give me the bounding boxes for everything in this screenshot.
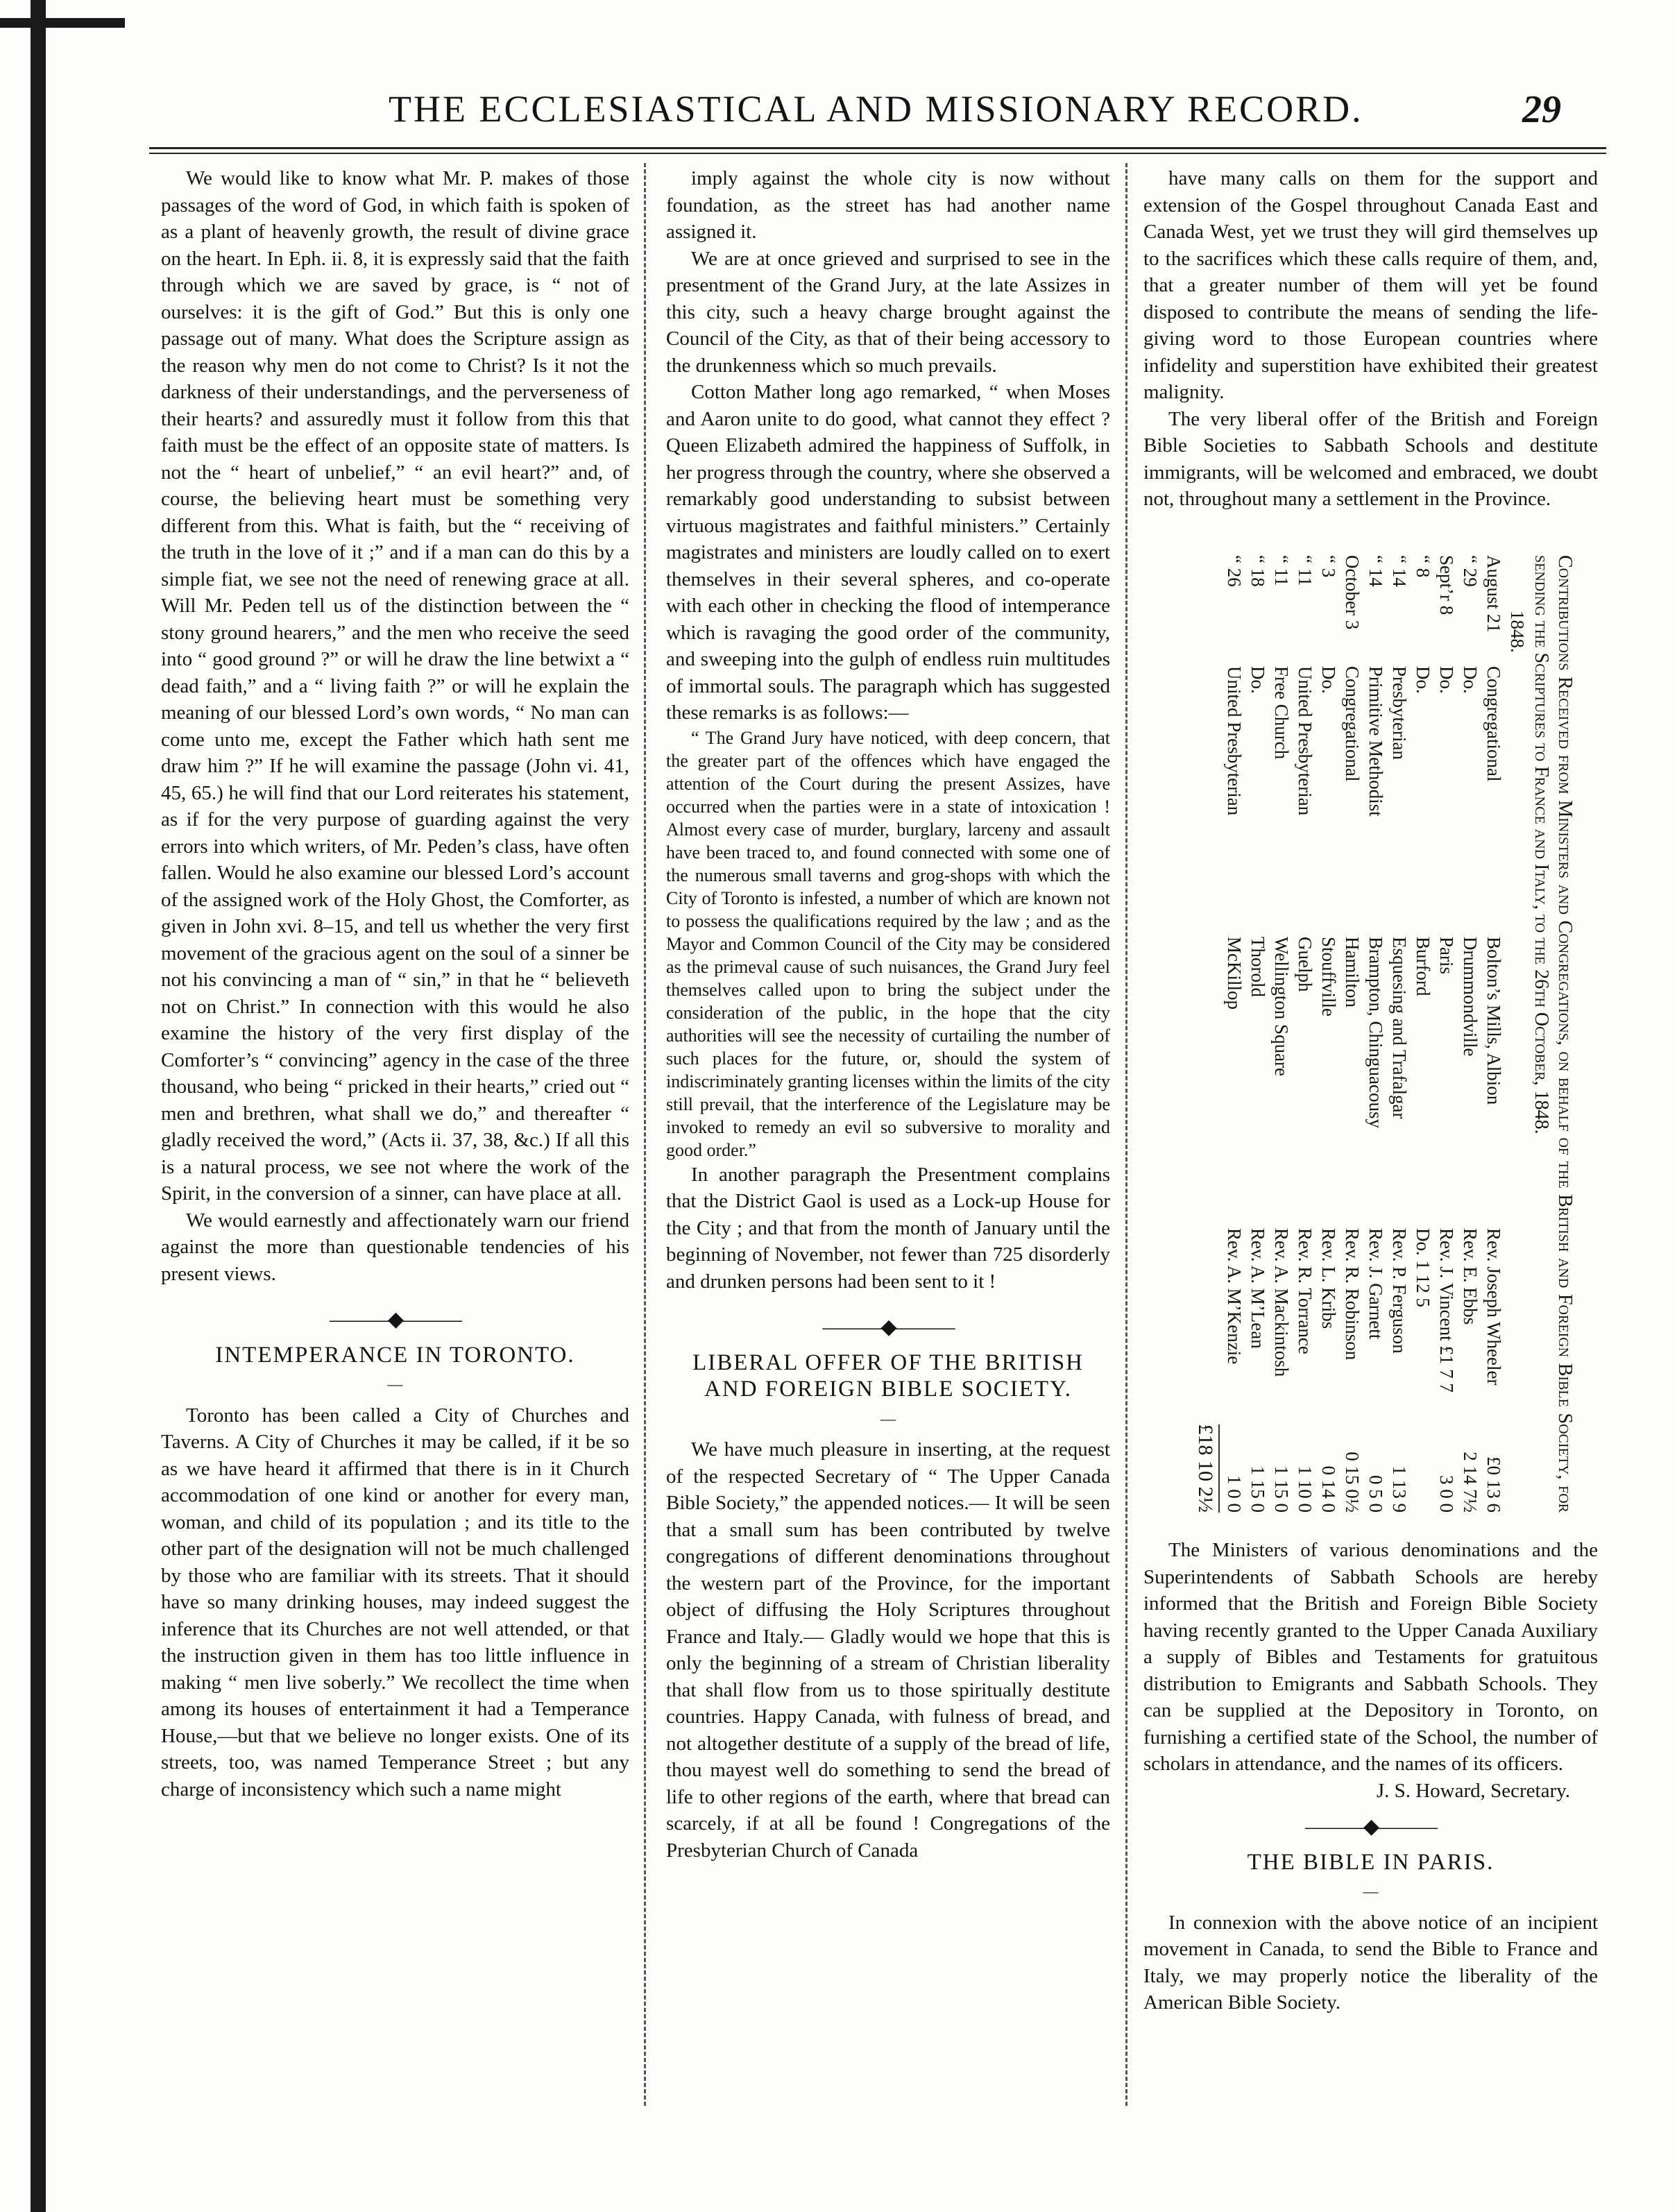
paragraph: We would like to know what Mr. P. makes of those passages of the word of God, in which faith is spoken of as a plant of heavenly growth, the result of divine grace on the heart. In Eph. ii. 8, it is expressly said that the faith through which we are saved by grace, is “ not of ourselves: it is the gift of God.” But this is only one passage out of many. What does the Scripture assign as the reason why men do not come to Christ? Is it not the darkness of their understandings, and the perverseness of their hearts? and assuredly must it follow from this that faith must be the effect of an opposite state of matters. Is not the “ heart of unbelief,” “ an evil heart?” and, of course, the believing heart must be something very different from this. What is faith, but the “ receiving of the truth in the love of it ;” and if a man can do this by a simple fiat, we see not the need of renewing grace at all. Will Mr. Peden tell us of the distinction between the “ stony ground hearers,” and the men who receive the seed into “ good ground ?” or will he draw the line betwixt a “ dead faith,” and a “ living faith ?” or will he explain the meaning of our blessed Lord’s own words, “ No man can come unto me, except the Father which hath sent me draw him ?” If he will examine the passage (John vi. 41, 45, 65.) he will find that our Lord reiterates his statement, as if for the very purpose of guarding against the very errors into which writers, of Mr. Peden’s class, have often fallen. Would he also examine our blessed Lord’s account of the assigned work of the Holy Ghost, the Comforter, as given in John xvi. 8–15, and tell us whether the very first movement of the gracious agent on the soul of a sinner be not his convincing a man of “ sin,” in that he “ believeth not on Christ.” In connection with this would he also examine the history of the very first display of the Comforter’s “ convincing” agency in the case of the three thousand, who being “ pricked in their hearts,” cried out “ men and brethren, what shall we do,” and thereafter “ gladly received the word,” (Acts ii. 37, 38, &c.) If all this is a natural process, we see not where the work of the Spirit, in the conversion of a sinner, can have place at all. xyxy=(161,167,629,1205)
table-cell-place: Guelph xyxy=(1295,937,1316,992)
table-cell-date: October 3 xyxy=(1342,555,1363,630)
table-cell-minister: Rev. R. Robinson xyxy=(1342,1228,1363,1361)
table-row xyxy=(1458,555,1482,1513)
table-cell-place: Paris xyxy=(1436,937,1457,974)
table-year: 1848. xyxy=(1507,611,1528,653)
table-cell-denomination: Presbyterian xyxy=(1389,666,1410,760)
paragraph: In connexion with the above notice of an incipient movement in Canada, to send the Bible to France and Italy, we may properly notice the liberality of the American Bible Society. xyxy=(1143,1911,1598,2014)
table-row xyxy=(1270,555,1293,1513)
table-row xyxy=(1246,555,1270,1513)
table-cell-date: August 21 xyxy=(1483,555,1504,633)
header-rule-bottom xyxy=(149,153,1606,154)
table-cell-place: Burford xyxy=(1413,937,1433,996)
table-cell-minister: Do. 1 12 5 xyxy=(1413,1228,1433,1307)
running-title: THE ECCLESIASTICAL AND MISSIONARY RECORD. xyxy=(389,88,1363,130)
heading-dash: — xyxy=(1363,1882,1379,1900)
table-cell-denomination: Do. xyxy=(1436,666,1457,694)
table-cell-date: “ 18 xyxy=(1248,555,1268,587)
paragraph: In another paragraph the Presentment complains that the District Gaol is used as a Lock-up House for the City ; and that from the month of January until the beginning of November, not fewer than 725 disorderly and drunken persons had been sent to it ! xyxy=(666,1163,1110,1293)
table-cell-place: Bolton’s Mills, Albion xyxy=(1483,937,1504,1105)
table-cell-minister: Rev. A. Mackintosh xyxy=(1271,1228,1292,1377)
table-total xyxy=(1193,555,1220,1513)
signature: J. S. Howard, Secretary. xyxy=(1376,1779,1570,1802)
column-1 xyxy=(161,165,629,1803)
table-cell-date: “ 3 xyxy=(1318,555,1339,578)
table-cell-place: Wellington Square xyxy=(1271,937,1292,1077)
table-cell-amount: £0 13 6 xyxy=(1483,1456,1504,1513)
section-separator: ———◆——— xyxy=(1304,1815,1437,1838)
paragraph: Toronto has been called a City of Churches and Taverns. A City of Churches it may be called, if it be so as we have heard it affirmed that there is in it Church accommodation of one kind or another for every man, woman, and child of its population ; and its title to the other part of the designation will not be much challenged by those who are familiar with its streets. That it should have so many drinking houses, may indeed suggest the inference that its Churches are not well attended, or that the instruction given in them has too little influence in making “ men live soberly.” We recollect the time when among its houses of entertainment it had a Temperance House,—but that we believe no longer exists. One of its streets, too, was named Temperance Street ; but any charge of inconsistency which such a name might xyxy=(161,1404,629,1801)
paragraph: have many calls on them for the support and extension of the Gospel throughout Canada East and Canada West, yet we trust they will gird themselves up to the sacrifices which these calls require of them, and, that a greater number of them will yet be found disposed to contribute the means of sending the life-giving word to those European countries where infidelity and superstition have exhibited their greatest malignity. xyxy=(1143,167,1598,403)
table-cell-denomination: United Presbyterian xyxy=(1295,666,1316,816)
quoted-presentment: “ The Grand Jury have noticed, with deep concern, that the greater part of the offences which have engaged the attention of the Court during the present Assizes, have occurred when the parties were in a state of intoxication ! Almost every case of murder, burglary, larceny and assault have been traced to, and found connected with some one of the numerous small taverns and grog-shops with which the City of Toronto is infested, a number of which are known not to possess the qualifications required by the law ; and as the Mayor and Common Council of the City may be considered as the primeval cause of such nuisances, the Grand Jury feel themselves called upon to bring the subject under the consideration of the public, in the hope that the city authorities will see the necessity of curtailing the number of such places for the future, or, should the system of indiscriminately granting licenses within the limits of the city still prevail, that the interference of the Legislature may be invoked to remedy an evil so subversive to morality and good order.” xyxy=(666,727,1110,1160)
table-cell-place: McKillop xyxy=(1224,937,1245,1010)
table-cell-place: Esquesing and Trafalgar xyxy=(1389,937,1410,1119)
heading-dash: — xyxy=(387,1375,403,1393)
table-cell-amount: 0 5 0 xyxy=(1365,1475,1386,1513)
table-cell-minister: Rev. J. Vincent £1 7 7 xyxy=(1436,1228,1457,1393)
table-row xyxy=(1340,555,1364,1513)
table-cell-date: “ 11 xyxy=(1271,555,1292,586)
section-heading: LIBERAL OFFER OF THE BRITISH AND FOREIGN BIBLE SOCIETY. xyxy=(692,1350,1084,1402)
table-rows xyxy=(1223,555,1506,1513)
table-cell-date: “ 14 xyxy=(1389,555,1410,587)
table-cell-minister: Rev. P. Ferguson xyxy=(1389,1228,1410,1354)
page-header xyxy=(389,87,1561,136)
table-cell-minister: Rev. A. M’Lean xyxy=(1248,1228,1268,1349)
table-cell-denomination: Free Church xyxy=(1271,666,1292,760)
table-cell-minister: Rev. Joseph Wheeler xyxy=(1483,1228,1504,1386)
table-cell-amount: 2 14 7½ xyxy=(1460,1452,1481,1513)
contributions-table xyxy=(1160,555,1576,1513)
table-cell-minister: Rev. J. Garnett xyxy=(1365,1228,1386,1340)
table-cell-amount: 0 14 0 xyxy=(1318,1465,1339,1513)
column-divider-2 xyxy=(1125,163,1127,2106)
table-cell-date: “ 26 xyxy=(1224,555,1245,587)
table-cell-denomination: Primitive Methodist xyxy=(1365,666,1386,817)
table-cell-amount: 3 0 0 xyxy=(1436,1475,1457,1513)
table-row xyxy=(1317,555,1340,1513)
table-cell-amount: 1 15 0 xyxy=(1248,1465,1268,1513)
paragraph: imply against the whole city is now without foundation, as the street has had another name assigned it. xyxy=(666,167,1110,243)
paragraph: We have much pleasure in inserting, at the request of the respected Secretary of “ The Upper Canada Bible Society,” the appended notices.— It will be seen that a small sum has been contributed by twelve congregations of different denominations throughout the western part of the Province, for the important object of diffusing the Holy Scriptures throughout France and Italy.— Gladly would we hope that this is only the beginning of a stream of Christian liberality that shall flow from us to those spiritually destitute countries. Happy Canada, with fulness of bread, and not altogether destitute of a supply of the bread of life, thou mayest well do something to send the bread of life to other regions of the earth, where that bread can scarcely, if at all be found ! Congregations of the Presbyterian Church of Canada xyxy=(666,1438,1110,1862)
table-cell-amount: 1 15 0 xyxy=(1271,1465,1292,1513)
section-heading: INTEMPERANCE IN TORONTO. xyxy=(215,1342,575,1368)
column-divider-1 xyxy=(644,163,646,2106)
table-cell-amount: 1 0 0 xyxy=(1224,1475,1245,1513)
table-cell-minister: Rev. R. Torrance xyxy=(1295,1228,1316,1354)
table-cell-amount: 0 15 0½ xyxy=(1342,1452,1363,1513)
table-cell-place: Stouffville xyxy=(1318,937,1339,1017)
table-row xyxy=(1388,555,1411,1513)
table-cell-amount xyxy=(1411,1436,1435,1513)
table-cell-minister: Rev. L. Kribs xyxy=(1318,1228,1339,1329)
section-separator: ———◆——— xyxy=(329,1308,461,1331)
table-cell-denomination: Do. xyxy=(1413,666,1433,694)
paragraph: The very liberal offer of the British and Foreign Bible Societies to Sabbath Schools and destitute immigrants, will be welcomed and embraced, we doubt not, throughout many a settlement in the Province. xyxy=(1143,407,1598,510)
section-heading: THE BIBLE IN PARIS. xyxy=(1247,1849,1495,1875)
header-rule-top xyxy=(149,147,1606,149)
table-cell-place: Thorold xyxy=(1248,937,1268,997)
table-heading: Contributions Received from Ministers and Congregations, on behalf of the British and Foreign Bible Society, for sending the Scriptures to France and Italy, to the 26th October, 1848. xyxy=(1531,555,1576,1513)
total-amount: £18 10 2½ xyxy=(1193,1424,1220,1513)
table-cell-date: “ 14 xyxy=(1365,555,1386,587)
column-2 xyxy=(666,165,1110,1864)
table-cell-date: “ 11 xyxy=(1295,555,1316,586)
page-number: 29 xyxy=(1522,88,1561,131)
table-cell-amount: 1 10 0 xyxy=(1295,1465,1316,1513)
paragraph: The Ministers of various denominations and the Superintendents of Sabbath Schools are hereby informed that the British and Foreign Bible Society having recently granted to the Upper Canada Auxiliary a supply of Bibles and Testaments for gratuitous distribution to Emigrants and Sabbath Schools. They can be supplied at the Depository in Toronto, on furnishing a certified state of the School, the number of scholars in attendance, and the names of its officers. xyxy=(1143,1539,1598,1775)
table-cell-minister: Rev. E. Ebbs xyxy=(1460,1228,1481,1325)
table-cell-place: Drummondville xyxy=(1460,937,1481,1057)
table-cell-denomination: United Presbyterian xyxy=(1224,666,1245,816)
paragraph: We are at once grieved and surprised to see in the presentment of the Grand Jury, at the late Assizes in this city, such a heavy charge brought against the Council of the City, as that of their being accessory to the drunkenness which so much prevails. xyxy=(666,247,1110,377)
paragraph: We would earnestly and affectionately warn our friend against the more than questionable tendencies of his present views. xyxy=(161,1209,629,1285)
table-row xyxy=(1411,555,1435,1513)
binding-edge-bar xyxy=(31,0,46,2212)
column-3 xyxy=(1143,165,1598,513)
table-row xyxy=(1435,555,1458,1513)
paragraph: Cotton Mather long ago remarked, “ when Moses and Aaron unite to do good, what cannot they effect ? Queen Elizabeth admired the happiness of Suffolk, in her progress through the country, where she observed a remarkably good understanding to subsist between virtuous magistrates and faithful ministers.” Certainly magistrates and ministers are loudly called on to exert themselves in their several spheres, and co-operate with each other in checking the flood of intemperance which is ravaging the good order of the community, and sweeping into the gulph of endless ruin multitudes of immortal souls. The paragraph which has suggested these remarks is as follows:— xyxy=(666,381,1110,724)
table-row xyxy=(1364,555,1388,1513)
table-cell-denomination: Do. xyxy=(1318,666,1339,694)
table-cell-date: “ 8 xyxy=(1413,555,1433,578)
table-row xyxy=(1293,555,1317,1513)
column-3-lower xyxy=(1143,1537,1598,2016)
table-cell-denomination: Congregational xyxy=(1342,666,1363,782)
binding-edge-top-bar xyxy=(0,18,125,28)
table-row xyxy=(1223,555,1246,1513)
table-cell-denomination: Do. xyxy=(1248,666,1268,694)
table-row xyxy=(1482,555,1506,1513)
table-cell-denomination: Do. xyxy=(1460,666,1481,694)
table-cell-minister: Rev. A. M’Kenzie xyxy=(1224,1228,1245,1365)
section-separator: ———◆——— xyxy=(822,1316,954,1338)
table-cell-date: Sept’r 8 xyxy=(1436,555,1457,615)
table-cell-date: “ 29 xyxy=(1460,555,1481,587)
table-cell-amount: 1 13 9 xyxy=(1389,1465,1410,1513)
table-cell-place: Brampton, Chinguacousy xyxy=(1365,937,1386,1128)
table-cell-denomination: Congregational xyxy=(1483,666,1504,782)
heading-dash: — xyxy=(880,1409,896,1427)
table-cell-place: Hamilton xyxy=(1342,937,1363,1007)
